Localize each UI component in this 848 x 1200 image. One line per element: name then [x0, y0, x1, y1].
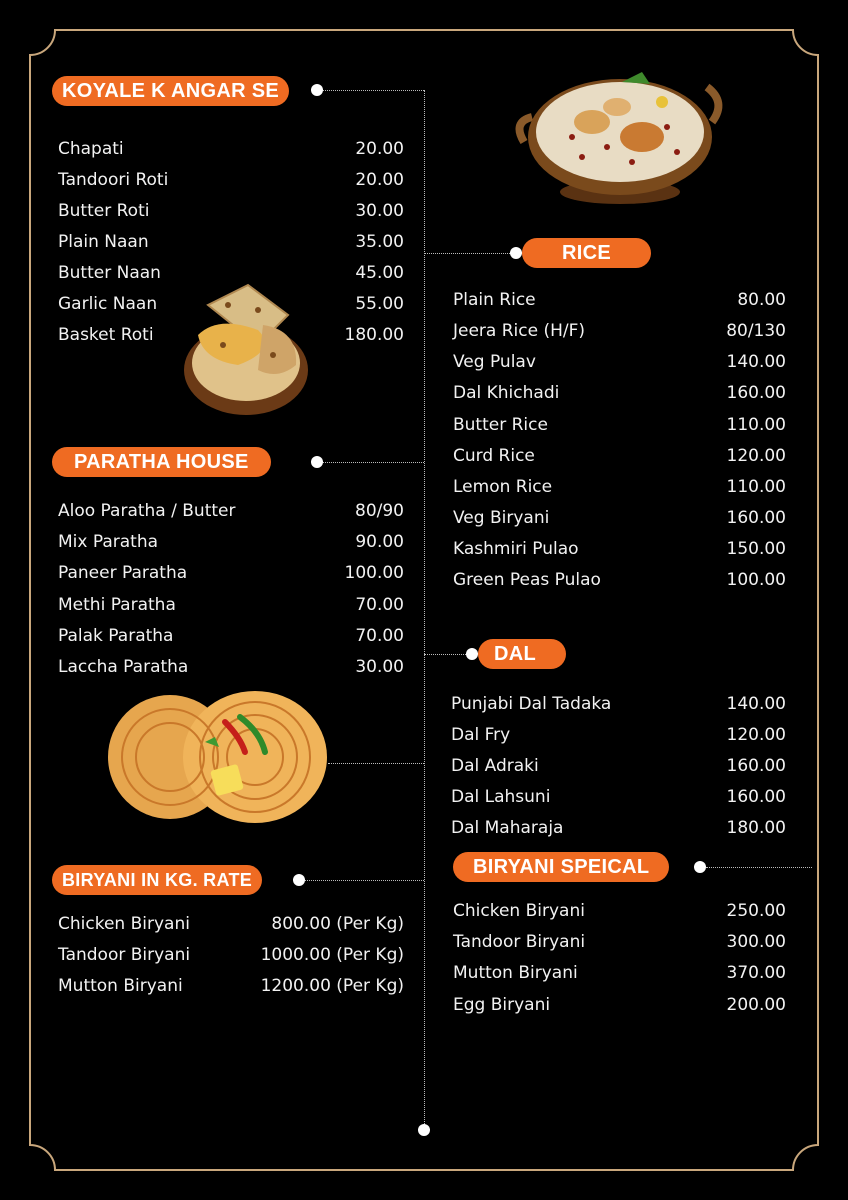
- menu-item-price: 70.00: [355, 626, 404, 646]
- menu-item-name: Tandoor Biryani: [58, 945, 191, 965]
- menu-item-name: Butter Naan: [58, 263, 161, 283]
- menu-item-name: Mutton Biryani: [58, 976, 183, 996]
- menu-item-price: 80/90: [355, 501, 404, 521]
- menu-item-name: Dal Adraki: [451, 756, 539, 776]
- menu-item-price: 180.00: [726, 818, 786, 838]
- menu-item-price: 160.00: [726, 383, 786, 403]
- menu-item-price: 55.00: [355, 294, 404, 314]
- menu-item-name: Laccha Paratha: [58, 657, 189, 677]
- menu-item-name: Lemon Rice: [453, 477, 553, 497]
- menu-item-price: 120.00: [726, 725, 786, 745]
- menu-item-name: Punjabi Dal Tadaka: [451, 694, 612, 714]
- dal-connector: [424, 654, 472, 655]
- menu-item-price: 110.00: [726, 415, 786, 435]
- menu-item-name: Butter Rice: [453, 415, 548, 435]
- menu-item-price: 200.00: [726, 995, 786, 1015]
- menu-item-name: Palak Paratha: [58, 626, 174, 646]
- menu-item-name: Dal Khichadi: [453, 383, 560, 403]
- menu-item-name: Egg Biryani: [453, 995, 551, 1015]
- menu-item-price: 45.00: [355, 263, 404, 283]
- menu-item-name: Methi Paratha: [58, 595, 176, 615]
- menu-item-price: 100.00: [344, 563, 404, 583]
- biryani-special-dot: [694, 861, 706, 873]
- biryani-kg-connector: [300, 880, 424, 881]
- biryani-special-section-title: BIRYANI SPEICAL: [453, 852, 669, 882]
- laccha-paratha-image: [105, 682, 330, 827]
- menu-item-name: Dal Lahsuni: [451, 787, 551, 807]
- menu-item-price: 150.00: [726, 539, 786, 559]
- menu-item-price: 1000.00 (Per Kg): [260, 945, 404, 965]
- menu-item-price: 160.00: [726, 787, 786, 807]
- menu-item-price: 800.00 (Per Kg): [271, 914, 404, 934]
- biryani-bowl-image: [512, 62, 727, 212]
- koyale-section-title: KOYALE K ANGAR SE: [52, 76, 289, 106]
- divider-end-dot: [418, 1124, 430, 1136]
- menu-item-price: 160.00: [726, 508, 786, 528]
- biryani-kg-dot: [293, 874, 305, 886]
- biryani-special-connector: [706, 867, 812, 868]
- menu-item-price: 250.00: [726, 901, 786, 921]
- menu-item-name: Chicken Biryani: [58, 914, 190, 934]
- menu-item-name: Tandoor Biryani: [453, 932, 586, 952]
- paratha-dot: [311, 456, 323, 468]
- menu-item-price: 35.00: [355, 232, 404, 252]
- rice-connector: [424, 253, 516, 254]
- dal-section-title: DAL: [478, 639, 566, 669]
- menu-item-name: Kashmiri Pulao: [453, 539, 579, 559]
- menu-item-price: 180.00: [344, 325, 404, 345]
- menu-item-price: 300.00: [726, 932, 786, 952]
- menu-item-price: 140.00: [726, 352, 786, 372]
- menu-item-name: Garlic Naan: [58, 294, 158, 314]
- paratha-connector: [318, 462, 424, 463]
- menu-item-price: 20.00: [355, 170, 404, 190]
- menu-item-price: 20.00: [355, 139, 404, 159]
- menu-item-price: 30.00: [355, 201, 404, 221]
- menu-item-name: Chicken Biryani: [453, 901, 585, 921]
- menu-item-price: 120.00: [726, 446, 786, 466]
- menu-item-price: 80/130: [726, 321, 786, 341]
- menu-item-price: 140.00: [726, 694, 786, 714]
- menu-item-name: Chapati: [58, 139, 124, 159]
- menu-item-price: 70.00: [355, 595, 404, 615]
- menu-item-name: Butter Roti: [58, 201, 150, 221]
- menu-item-name: Aloo Paratha / Butter: [58, 501, 236, 521]
- dal-dot: [466, 648, 478, 660]
- paratha-section-title: PARATHA HOUSE: [52, 447, 271, 477]
- menu-item-price: 100.00: [726, 570, 786, 590]
- rice-dot: [510, 247, 522, 259]
- menu-item-name: Jeera Rice (H/F): [453, 321, 586, 341]
- menu-item-price: 80.00: [737, 290, 786, 310]
- menu-item-name: Green Peas Pulao: [453, 570, 601, 590]
- paratha-image-connector: [328, 763, 424, 764]
- menu-item-price: 30.00: [355, 657, 404, 677]
- menu-item-name: Dal Fry: [451, 725, 511, 745]
- koyale-connector: [318, 90, 424, 91]
- menu-item-name: Mix Paratha: [58, 532, 159, 552]
- menu-item-name: Dal Maharaja: [451, 818, 564, 838]
- roti-basket-image: [178, 275, 318, 420]
- menu-item-name: Veg Pulav: [453, 352, 536, 372]
- menu-item-price: 90.00: [355, 532, 404, 552]
- menu-item-name: Mutton Biryani: [453, 963, 578, 983]
- menu-item-name: Plain Rice: [453, 290, 536, 310]
- menu-item-price: 160.00: [726, 756, 786, 776]
- menu-item-name: Veg Biryani: [453, 508, 550, 528]
- center-divider-line: [424, 90, 425, 1130]
- menu-item-name: Curd Rice: [453, 446, 535, 466]
- menu-item-price: 110.00: [726, 477, 786, 497]
- biryani-kg-section-title: BIRYANI IN KG. RATE: [52, 865, 262, 895]
- menu-item-name: Plain Naan: [58, 232, 149, 252]
- menu-item-name: Paneer Paratha: [58, 563, 188, 583]
- menu-item-price: 1200.00 (Per Kg): [260, 976, 404, 996]
- menu-item-price: 370.00: [726, 963, 786, 983]
- menu-item-name: Basket Roti: [58, 325, 154, 345]
- menu-item-name: Tandoori Roti: [58, 170, 169, 190]
- rice-section-title: RICE: [522, 238, 651, 268]
- koyale-dot: [311, 84, 323, 96]
